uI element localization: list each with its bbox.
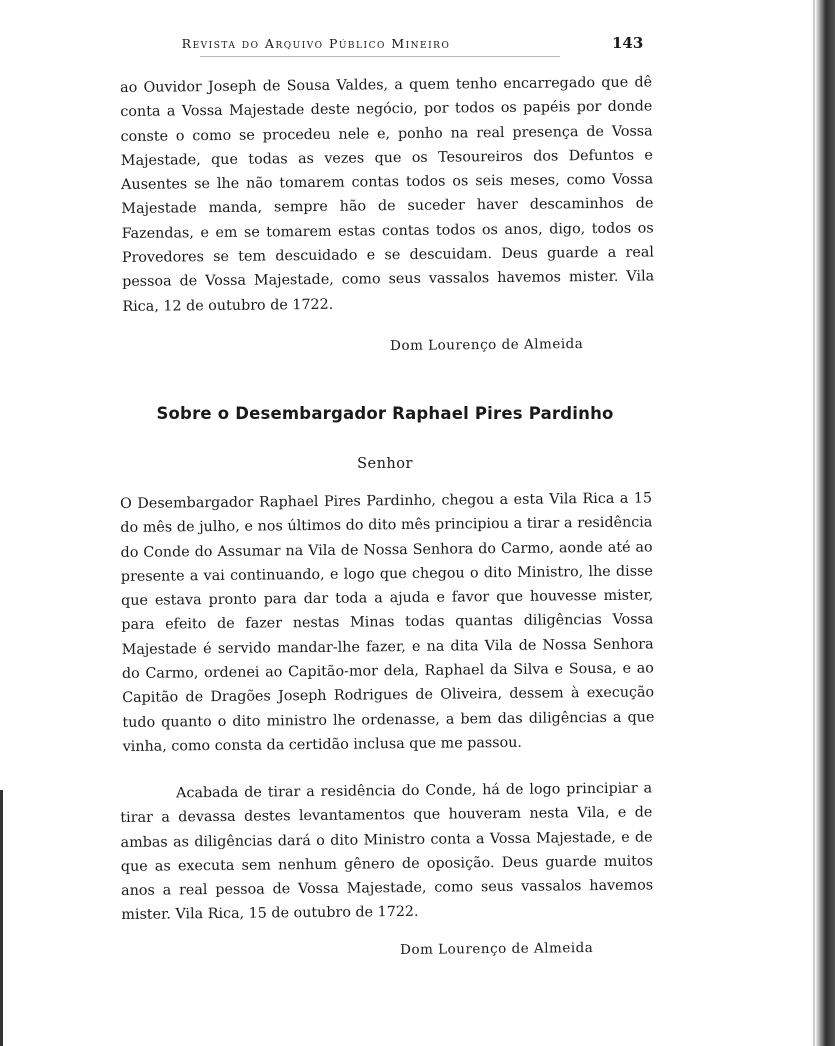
header-rule xyxy=(200,56,560,57)
letter2-paragraph-1: O Desembargador Raphael Pires Pardinho, chegou a esta Vila Rica a 15 do mês de julho, e nos últimos do dito mês principiou a tirar a residência do Conde do Assumar na Vila de Nossa Senhora do Carmo, aonde até ao presente a vai continuando, e logo que chegou o dito Ministro, lhe disse que estava pronto para dar toda a ajuda e favor que houvesse mister, para efeito de fazer nestas Minas todas quantas diligências Vossa Majestade é servido mandar-lhe fazer, e na dita Vila de Nossa Senhora do Carmo, ordenei ao Capitão-mor dela, Raphael da Silva e Sousa, e ao Capitão de Dragões Joseph Rodrigues de Oliveira, dessem à execução tudo quanto o dito ministro lhe ordenasse, a bem das diligências a que vinha, como consta da certidão inclusa que me passou. xyxy=(120,490,655,755)
letter1-signature: Dom Lourenço de Almeida xyxy=(390,335,584,354)
book-spine-shadow xyxy=(815,0,835,1046)
letter2-paragraph-2: Acabada de tirar a residência do Conde, há de logo principiar a tirar a devassa destes levantamentos que houveram nesta Vila, e de ambas as diligências dará o dito Ministro conta a Vossa Majestade, e de que as executa sem nenhum gênero de oposição. Deus guarde muitos anos a real pessoa de Vossa Majestade, como seus vassalos havemos mister. Vila Rica, 15 de outubro de 1722. xyxy=(120,780,654,924)
letter2-signature: Dom Lourenço de Almeida xyxy=(400,939,594,958)
section-title: Sobre o Desembargador Raphael Pires Pardinho xyxy=(156,404,614,423)
salutation: Senhor xyxy=(357,456,413,472)
running-head: Revista do Arquivo Público Mineiro xyxy=(181,36,451,51)
page-number: 143 xyxy=(612,34,644,52)
letter1-body: ao Ouvidor Joseph de Sousa Valdes, a quem tenho encarregado que dê conta a Vossa Majestade deste negócio, por todos os papéis por donde conste o como se procedeu nele e, ponho na real presença de Vossa Majestade, que todas as vezes que os Tesoureiros dos Defuntos e Ausentes se lhe não tomarem contas todos os seis meses, como Vossa Majestade manda, sempre hão de suceder haver descaminhos de Fazendas, e em se tomarem estas contas todos os anos, digo, todos os Provedores se tem descuidado e se descuidam. Deus guarde a real pessoa de Vossa Majestade, como seus vassalos havemos mister. Vila Rica, 12 de outubro de 1722. xyxy=(120,74,655,315)
left-margin-mark xyxy=(0,790,3,1046)
